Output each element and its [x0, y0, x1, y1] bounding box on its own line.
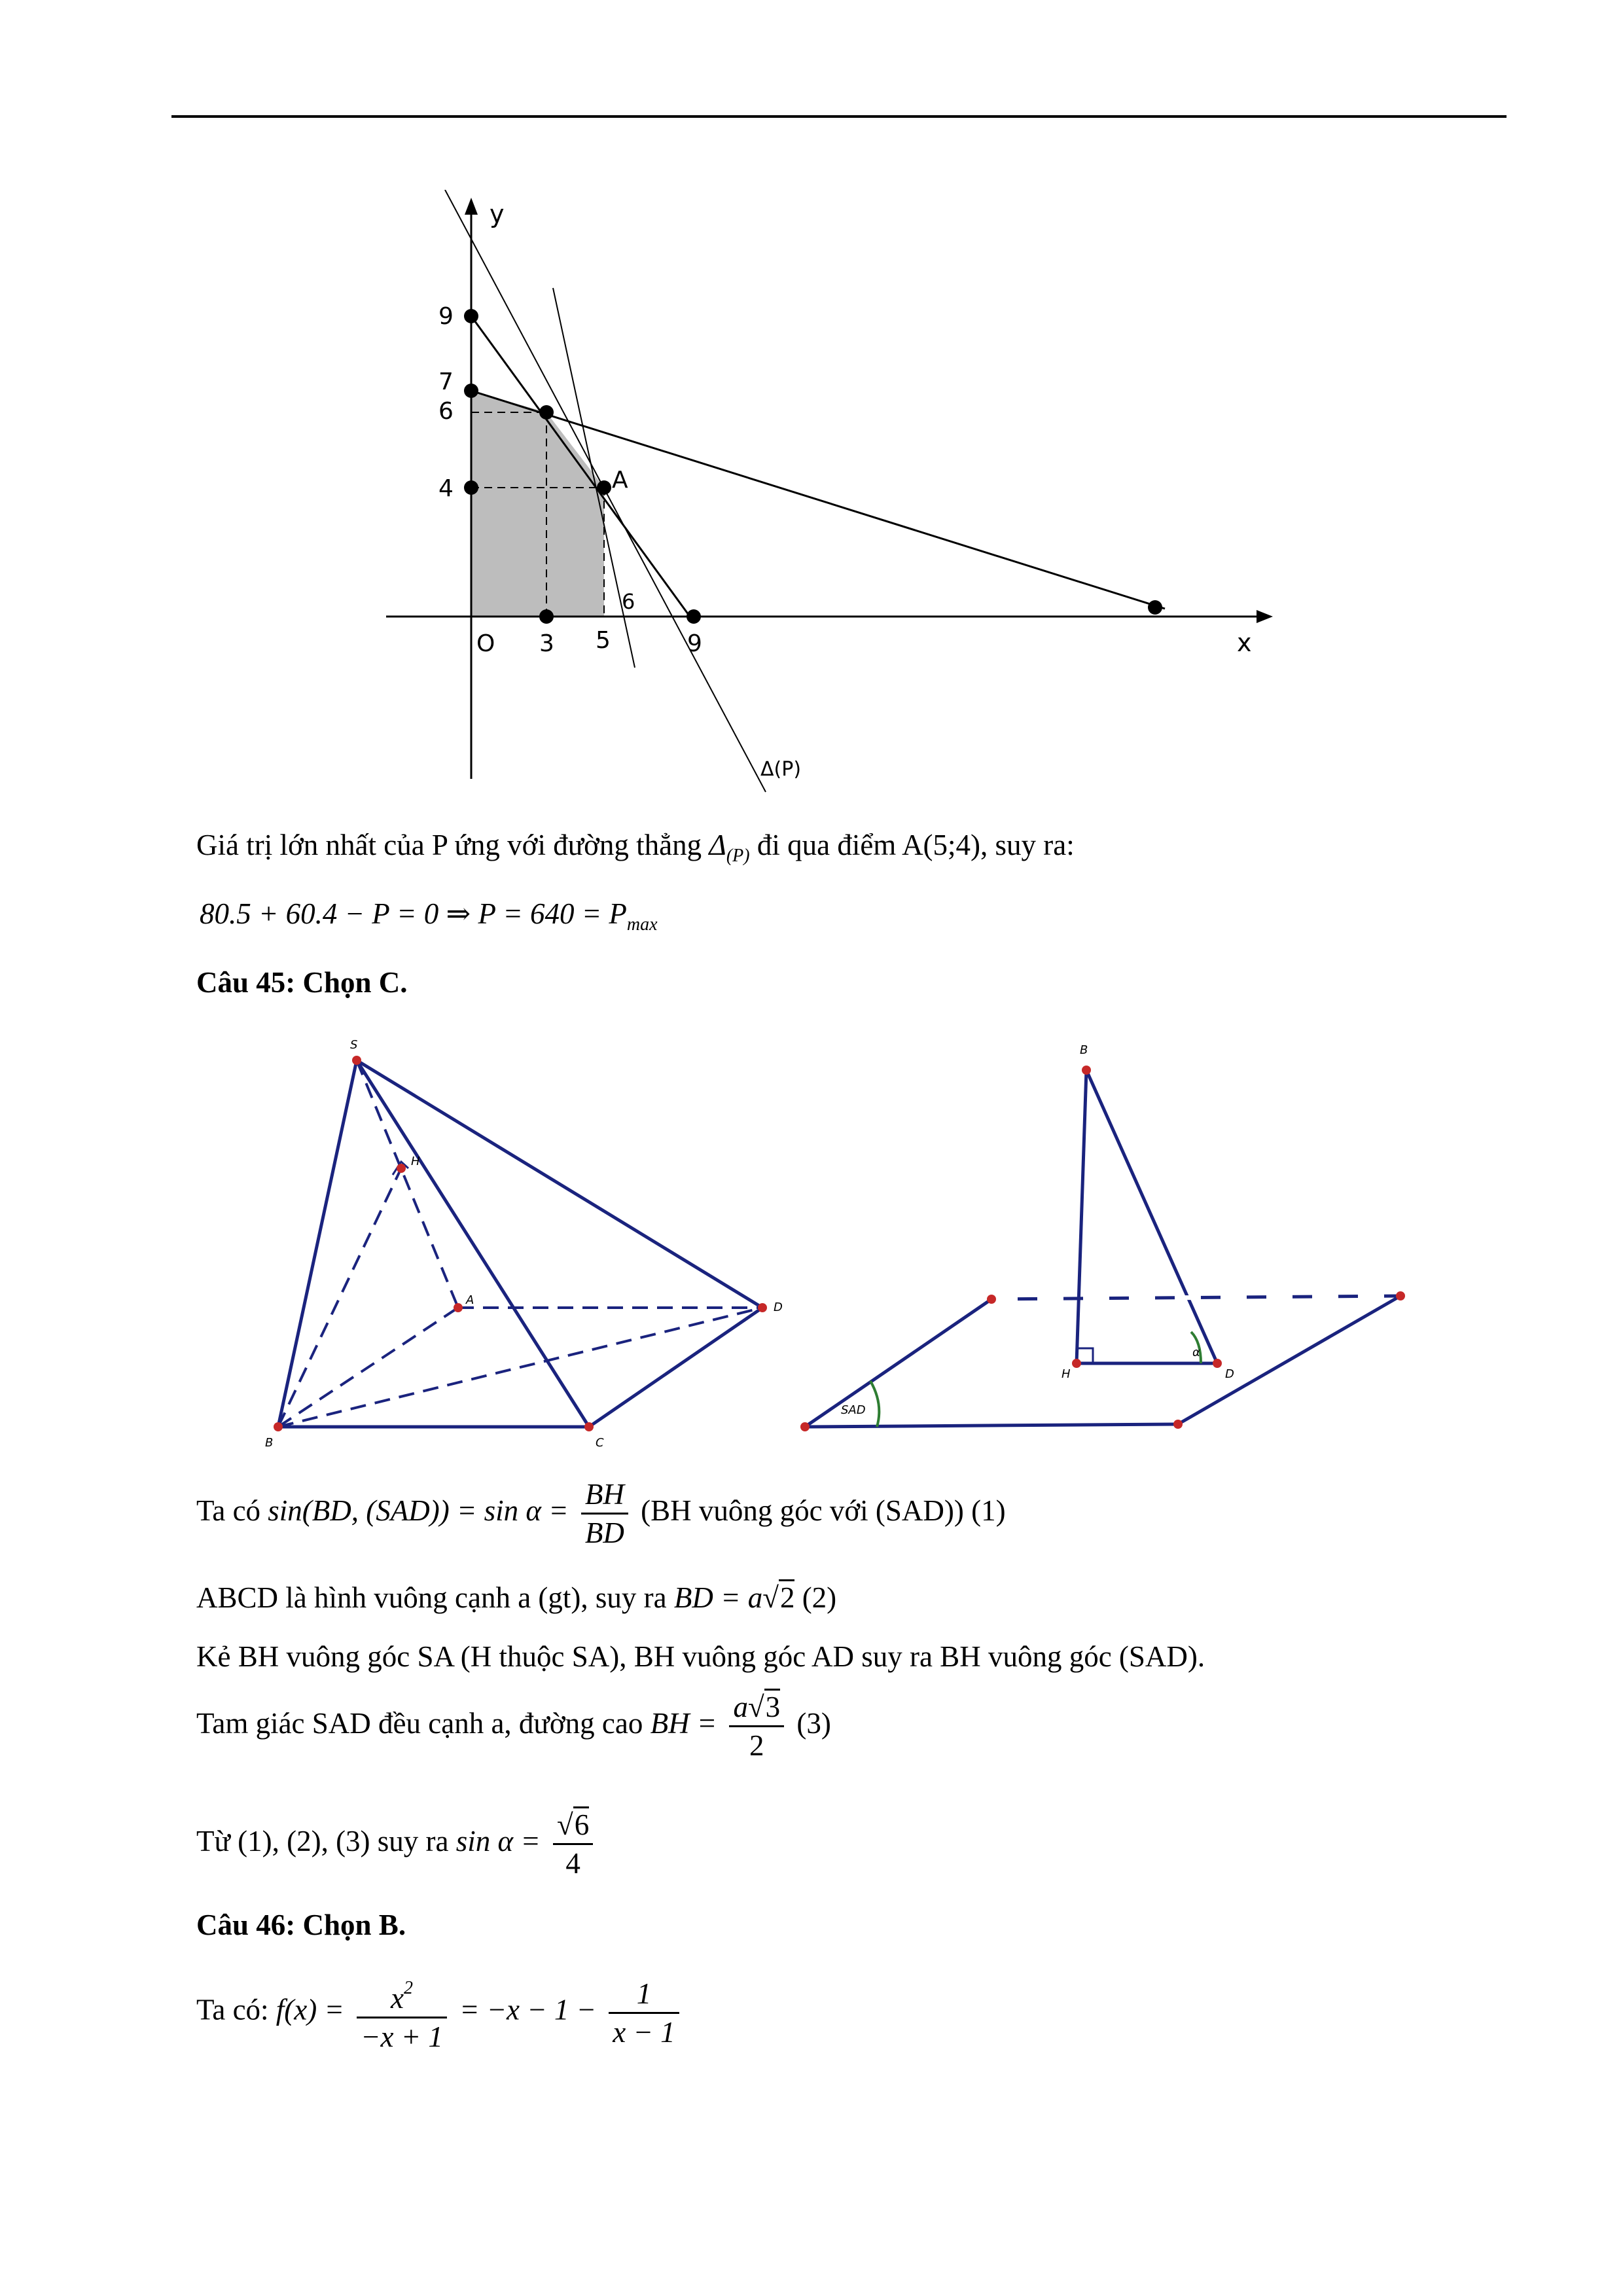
num-x: x [390, 1982, 404, 2015]
line-sin [196, 1476, 1006, 1551]
label-h: H [411, 1155, 420, 1168]
para-max-value [196, 828, 1075, 873]
fraction-den-2: 2 [749, 1729, 764, 1762]
line-f-prefix: Ta có: [196, 1993, 269, 2026]
line-tam-text: Tam giác SAD đều cạnh a, đường cao [196, 1706, 643, 1740]
line-tu [196, 1806, 598, 1882]
delta-p-label: Δ(P) [760, 758, 802, 781]
delta-symbol: Δ [709, 829, 726, 861]
line-abcd [196, 1581, 836, 1615]
origin-label: O [476, 630, 495, 657]
line-tu-expr: sin α = [455, 1824, 541, 1857]
plane-angle-figure [792, 1034, 1446, 1453]
fraction-1-x1 [609, 1975, 679, 2051]
fraction-1-num: 1 [609, 1975, 679, 2014]
fraction-bh-bd [581, 1476, 628, 1551]
fraction-den-4: 4 [565, 1847, 580, 1880]
x-tick-6: 6 [622, 589, 635, 614]
x-tick-5: 5 [596, 627, 611, 654]
line-sin-expr: sin(BD, (SAD)) = sin α = [268, 1494, 569, 1527]
para1-after: đi qua điểm A(5;4), suy ra: [757, 829, 1075, 861]
line-ke: Kẻ BH vuông góc SA (H thuộc SA), BH vuông góc AD suy ra BH vuông góc (SAD). [196, 1640, 1205, 1673]
q45-heading: Câu 45: Chọn C. [196, 966, 408, 999]
fraction-x2-den: −x + 1 [361, 2020, 443, 2053]
line-f-fx: f(x) = [276, 1993, 344, 2026]
num-x-sup: 2 [403, 1978, 413, 1998]
num-root6: 6 [573, 1806, 590, 1841]
pyramid-figure [262, 1034, 838, 1453]
label-b: B [265, 1436, 274, 1450]
delta-subscript: (P) [726, 846, 750, 866]
y-tick-6: 6 [438, 398, 454, 425]
sqrt-sign: √ [762, 1581, 779, 1614]
label-b-right: B [1080, 1043, 1088, 1057]
line-f [196, 1970, 685, 2055]
line-sin-prefix: Ta có [196, 1494, 261, 1527]
equation-p-max [200, 897, 658, 942]
coordinate-graph [380, 190, 1283, 812]
line-tam-expr: BH = [650, 1706, 717, 1740]
fraction-den: BD [584, 1516, 624, 1549]
fraction-x2-num [357, 1970, 447, 2018]
label-d-right: D [1225, 1367, 1234, 1381]
y-tick-7: 7 [438, 368, 454, 395]
num-a: a [733, 1691, 748, 1723]
x-axis-arrow [1257, 610, 1273, 623]
label-alpha: α [1192, 1346, 1200, 1359]
q46-heading: Câu 46: Chọn B. [196, 1909, 406, 1941]
label-c: C [596, 1436, 604, 1450]
line-tam-suffix: (3) [796, 1706, 831, 1740]
x-axis-label: x [1237, 628, 1252, 657]
x-tick-9: 9 [687, 630, 702, 657]
fraction-1-den: x − 1 [613, 2015, 675, 2049]
eq1-sub: max [626, 914, 658, 935]
header-rule [171, 115, 1507, 118]
y-tick-4: 4 [438, 475, 454, 502]
line-f-mid: = −x − 1 − [459, 1993, 597, 2026]
sqrt-value: 2 [779, 1579, 795, 1614]
fraction-root6-4 [553, 1806, 593, 1882]
line-abcd-expr: BD = a [673, 1581, 763, 1614]
label-h-right: H [1061, 1367, 1071, 1381]
line-abcd-text: ABCD là hình vuông cạnh a (gt), suy ra [196, 1581, 667, 1614]
y-axis-arrow [465, 198, 478, 215]
label-sad: SAD [841, 1403, 866, 1417]
fraction-x2 [357, 1970, 447, 2055]
fraction-num-a-root3: a√3 [729, 1689, 784, 1727]
fraction-num: BH [581, 1476, 628, 1515]
label-d: D [774, 1300, 783, 1314]
x-tick-3: 3 [539, 630, 554, 657]
fraction-num-root6: √6 [553, 1806, 593, 1845]
line-sin-suffix: (BH vuông góc với (SAD)) (1) [641, 1494, 1006, 1527]
y-axis-label: y [490, 200, 505, 228]
line-abcd-suffix: (2) [802, 1581, 837, 1614]
point-a-label: A [612, 467, 628, 493]
y-tick-9: 9 [438, 303, 454, 330]
num-root: 3 [764, 1689, 781, 1723]
label-s: S [350, 1038, 358, 1052]
feasible-region [471, 391, 604, 617]
label-a: A [466, 1293, 474, 1307]
line-tu-text: Từ (1), (2), (3) suy ra [196, 1824, 449, 1857]
fraction-a-root3 [729, 1689, 784, 1764]
line-tam [196, 1689, 831, 1764]
eq1-main: 80.5 + 60.4 − P = 0 ⇒ P = 640 = P [200, 897, 627, 930]
para1-before: Giá trị lớn nhất của P ứng với đường thẳng [196, 829, 702, 861]
